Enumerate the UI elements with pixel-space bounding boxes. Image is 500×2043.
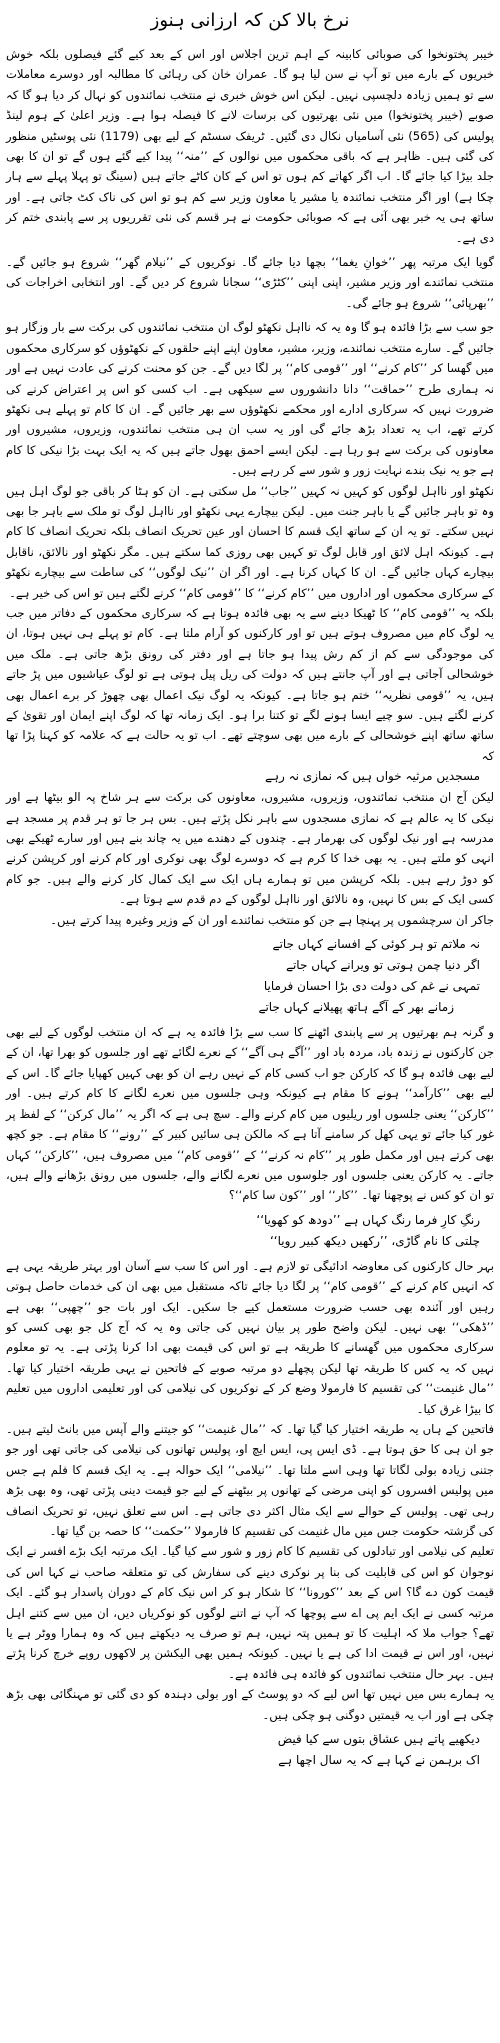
- poetry-line: چلتی کا نام گاڑی، ’’رکھیں دیکھ کبیر رویا‘‘: [269, 1233, 480, 1248]
- article-paragraph: فاتحین کے ہاں یہ طریقہ اختیار کیا گیا تھا۔ کہ ’’مال غنیمت‘‘ کو جیتنے والے آپس میں بانٹ لیتے ہیں۔ جو ان ہی کا حق ہوتا ہے۔ ڈی ایس پی، ایس ایچ او، پولیس تھانوں کی نیلامی کی جاتی تھی اور جو جتنی زیادہ بولی لگاتا تھا وہی اسے ملتا تھا۔ ’’نیلامی‘‘ ایک حوالہ ہے۔ یہ ایک قسم کا فلم ہے جس میں پولیس افسروں کو اپنی مرضی کے تھانوں پر بیٹھنے کے لیے جو قیمت دینی پڑتی تھی، وہ بھی بڑھ رہی تھی۔ پولیس کے حوالے سے ایک مثال اکثر دی جاتی ہے۔ اس سے تعلق نہیں، تو تحریک انصاف کی گزشتہ حکومت جس میں مال غنیمت کی تقسیم کا فارمولا ’’حکمت‘‘ کا حصہ بن گیا تھا۔: [6, 1421, 494, 1538]
- article-paragraph: یہ ہمارے بس میں نہیں تھا اس لیے کہ دو پوسٹ کے اور بولی دہندہ کو دی گئی تو مہنگائی بھی بڑھ چکی ہے اور اب یہ قیمتیں دوگنی ہو چکی ہیں۔: [6, 1687, 494, 1722]
- poetry-line: زمانے بھر کے آگے ہاتھ پھیلانے کہاں جاتے: [258, 1000, 454, 1015]
- article-paragraph: جاکر ان سرچشموں پر پہنچا ہے جن کو منتخب نمائندے اور ان کے وزیر وغیرہ پیدا کرتے ہیں۔: [50, 912, 494, 927]
- article-paragraph: خیبر پختونخوا کی صوبائی کابینہ کے اہم ترین اجلاس اور اس کے بعد کیے گئے فیصلوں بلکہ خوش خبریوں کے بارے میں تو آپ نے سن لیا ہو گا۔ عمران خان کی رہائی کا مطالبہ اور دوسرے معاملات سے تو ہمیں زیادہ دلچسپی نہیں۔ لیکن اس خوش خبری نے منتخب نمائندوں کو نہال کر دیا ہو گا کہ صوبے (خیبر پختونخوا) میں نئی بھرتیوں کی برسات لانے کا فیصلہ ہوا ہے۔ وزیر اعلیٰ کے ہوم لینڈ پولیس کی (565) نئی آسامیاں نکال دی گئیں۔ ٹریفک سسٹم کے لیے بھی (1179) نئی پوسٹیں منظور کی گئی ہیں۔ ظاہر ہے کہ باقی محکموں میں نوالوں کے ’’منہ‘‘ پیدا کیے گئے ہوں گے تو ان کا بھی جلد بیڑا کیا جائے گا۔ اب اگر کھاتے کم ہوں تو اس کے کان کاٹے جاتے ہیں (سینگ تو پہلا پہلے سے ہار چکا ہے) اور اگر منتخب نمائندہ یا مشیر یا معاون وزیر سے کم ہو تو اس کی ناک کٹ جاتی ہے۔ اور ساتھ ہی یہ خبر بھی آئی ہے کہ صوبائی حکومت نے ہر قسم کی نئی تقرریوں پر سے پابندی ختم کر دی ہے۔: [6, 47, 495, 245]
- poetry-line: اگر دنیا چمن ہوتی تو ویرانے کہاں جاتے: [285, 958, 480, 973]
- article-paragraph: نکھٹو اور نااہل لوگوں کو کہیں نہ کہیں ’’جاب‘‘ مل سکتی ہے۔ ان کو ہٹا کر باقی جو لوگ اہل ہیں وہ تو باہر جائیں گے یا باہر جنت میں۔ لیکن بیچارے یہی نکھٹو اور نااہل لوگ تو ملک سے باہر جا بھی نہیں سکتے۔ تو یہ ان کے ساتھ ایک قسم کا احسان اور عین تحریک انصاف بلکہ تحریک انصاف کا کام ہے۔ کیونکہ اہل لائق اور قابل لوگ تو کہیں بھی روزی کما سکتے ہیں۔ مگر نکھٹو اور نالائق، ناقابل بیچارے کہاں جائیں گے۔ ان کا کہاں کرنا ہے۔ اور اگر ان ’’نیک لوگوں‘‘ کی ساطت سے بیچارے نکھٹو کے سرکاری محکموں اور اداروں میں ’’کام کرنے‘‘ کا ’’قومی کام‘‘ کرنے لگتے ہیں تو اس کی خیر ہے۔: [6, 483, 494, 600]
- poetry-line: رنگِ کارِ فرما رنگ کہاں ہے ’’دودھ کو کھویا‘‘: [256, 1212, 480, 1227]
- poetry-line: نہ ملاتم تو ہر کوئی کے افسانے کہاں جاتے: [272, 937, 480, 952]
- article-title: نرخ بالا کن کہ ارزانی ہنوز: [150, 10, 350, 31]
- poetry-line: مسجدیں مرثیہ خواں ہیں کہ نمازی نہ رہے: [264, 769, 480, 784]
- article-paragraph: جو سب سے بڑا فائدہ ہو گا وہ یہ کہ نااہل نکھٹو لوگ ان منتخب نمائندوں کی برکت سے بار وزگار ہو جائیں گے۔ سارے منتخب نمائندے، وزیر، مشیر، معاون اپنے اپنے حلقوں کے نکھٹوؤں کو سرکاری محکموں میں گھسا کر ’’کام کرنے‘‘ اور ’’قومی کام‘‘ پر لگا دیں گے۔ جن کو محنت کرنے کی عادت نہیں ہے اور نہ ہماری طرح ’’حماقت‘‘ دانا دانشوروں سے سیکھی ہے۔ اب کسی کو اس پر اعتراض کرنے کی ضرورت نہیں کہ سرکاری ادارے اور محکمے نکھٹوؤں سے بھر جائیں گے۔ ان کا کام تو پہلے ہی نکھٹو کرتے تھے، اب یہ تعداد بڑھ جائے گی اور یہ سب ان ہی منتخب نمائندوں، وزیروں، مشیروں اور معاونوں کی برکت سے ہو رہا ہے۔ لیکن ایسے احمق بھول جاتے ہیں کہ یہ ایک بہت بڑا نیکی کا کام ہے جو یہ نیک بندے نہایت زور و شور سے کر رہے ہیں۔: [6, 320, 494, 478]
- article-paragraph: لیکن آج ان منتخب نمائندوں، وزیروں، مشیروں، معاونوں کی برکت سے ہر شاخ پہ الو بیٹھا ہے اور نیکی کا یہ عالم ہے کہ نمازی مسجدوں سے باہر نکل پڑتے ہیں۔ بس ہر جا تو ہر قدم پر مسجد ہے مدرسہ ہے اور نیک لوگوں کی بھرمار ہے۔ چندوں کے دھندے میں یہ چاند بنے ہیں اور سارے ٹھیکے بھی انہی کو ملتے ہیں۔ یہ بھی خدا کا کرم ہے کہ دوسرے لوگ بھی نوکری اور کام کرنے اور کرپشن کرنے کو دوڑ رہے ہیں۔ بلکہ کرپشن میں تو ہمارے ہاں ایک سے ایک کمال کار کرنے والے ہیں۔ جو کام کسی ایک کے بس کا نہیں، وہ نالائق اور نااہل لوگوں کے دم قدم سے ہوتا ہے۔: [6, 790, 494, 907]
- article-paragraph: و گرنہ ہم بھرتیوں پر سے پابندی اٹھنے کا سب سے بڑا فائدہ یہ ہے کہ ان منتخب لوگوں کے لیے بھی جن کارکنوں نے زندہ باد، مردہ باد اور ’’آگے ہی آگے‘‘ کے نعرے لگائے تھے اور جلسوں کو بھرا تھا، ان کے لیے بھی فائدہ ہو گا کہ کارکن جو اب کسی کام کے نہیں رہے ان کو بھی کہیں کھپایا جائے گا۔ اس کے لیے بھی ’’کارآمد‘‘ ہونے کا مقام ہے کیونکہ وہی جلسوں میں نعرے لگانے کا کام کرتے ہیں۔ اور ’’کارکن‘‘ یعنی جلسوں اور ریلیوں میں کام کرنے والے۔ سچ ہی ہے کہ اگر یہ ’’مال کرکن‘‘ کے لفظ پر غور کیا جائے تو یہی کھل کر سامنے آتا ہے کہ مالکن ہی سائیں کبیر کے ’’رونے‘‘ کا مقام ہے۔ جو کچھ بھی کرتے ہیں اور مکمل طور پر ’’کام نہ کرنے‘‘ کے ’’قومی کام‘‘ میں مصروف ہیں، ’’کارکن‘‘ کہاں جاتے۔ یہ کارکن یعنی جلسوں اور جلوسوں میں نعرے لگانے والے، جلسوں میں رونق بڑھانے والے ہیں، تو ان کو کس نے پوچھنا تھا۔ ’’کار‘‘ اور ’’کون سا کام‘‘؟: [6, 1025, 494, 1203]
- article-paragraph: بہر حال کارکنوں کی معاوضہ ادائیگی تو لازم ہے۔ اور اس کا سب سے آسان اور بہتر طریقہ یہی ہے کہ انہیں کام کرنے کے ’’قومی کام‘‘ پر لگا دیا جائے تاکہ مستقبل میں بھی ان کی خدمات حاصل ہوتی رہیں اور آئندہ بھی حسب ضرورت مستعمل کیے جا سکیں۔ ایک اور بات جو ’’چھپی‘‘ بھی ہے ’’ڈھکی‘‘ بھی نہیں۔ لیکن واضح طور پر بیان نہیں کی جاتی وہ یہ کہ آج کل جو بھی کسی کو سرکاری محکموں میں گھسانے کا طریقہ ہے تو اس کی قیمت بھی ادا کرنا پڑتی ہے۔ یہ تو معلوم نہیں کہ یہ کس کا طریقہ تھا لیکن پچھلے دو مرتبہ صوبے کے فاتحین نے یہی طریقہ اختیار کیا تھا۔ ’’مال غنیمت‘‘ کی تقسیم کا فارمولا وضع کر کے نوکریوں کی نیلامی کی اور تعلیمی اداروں میں تعلیم کا بیڑا غرق کیا۔: [6, 1258, 494, 1416]
- article-paragraph: گویا ایک مرتبہ پھر ’’خوانِ یغما‘‘ بچھا دیا جائے گا۔ نوکریوں کے ’’نیلام گھر‘‘ شروع ہو جائیں گے۔ منتخب نمائندے اور وزیر مشیر، اپنی اپنی ’’کٹڑی‘‘ سجانا شروع کر دیں گے۔ اور انتخابی اخراجات کی ’’بھرپائی‘‘ شروع ہو جائے گی۔: [6, 255, 494, 310]
- article-paragraph: بلکہ یہ ’’قومی کام‘‘ کا ٹھیکا دینے سے یہ بھی فائدہ ہوتا ہے کہ سرکاری محکموں کے دفاتر میں جب یہ لوگ کام میں مصروف ہوتے ہیں تو اور کارکنوں کو آرام ملتا ہے۔ کام تو پہلے ہی نہیں ہوتا، ان کی موجودگی سے کم از کم رش پیدا ہو جاتا ہے اور دفتر کی رونق بڑھ جاتی ہے۔ ملک میں خوشحالی آجاتی ہے اور آپ جانتے ہیں کہ دولت کی ریل پیل ہوتی ہے تو لوگ عیاشیوں میں پڑ جاتے ہیں، یہ ’’قومی نظریہ‘‘ ختم ہو جاتا ہے۔ کیونکہ یہ لوگ نیک اعمال بھی چھوڑ کر برے اعمال بھی کرنے لگتے ہیں۔ سو چیے ایسا ہونے لگے تو کتنا برا ہو۔ ایک زمانہ تھا کہ لوگ اپنے ایمان اور تقویٰ کے ساتھ ساتھ اپنے خوشحالی کے بارے میں بھی سوچتے تھے۔ اب تو یہ حالت ہے کہ علامہ کو کہنا پڑا تھا کہ: [6, 605, 494, 763]
- closing-poetry-line: اک برہمن نے کہا ہے کہ یہ سال اچھا ہے: [278, 1753, 480, 1768]
- poetry-line: تمہی نے غم کی دولت دی بڑا احسان فرمایا: [263, 979, 480, 994]
- closing-poetry-line: دیکھیے پاتے ہیں عشاق بتوں سے کیا فیض: [277, 1732, 480, 1747]
- article-paragraph: تعلیم کی نیلامی اور تبادلوں کی تقسیم کا کام زور و شور سے کیا گیا۔ ایک مرتبہ ایک بڑے افسر نے ایک نوجوان کو اس کی قابلیت کی بنا پر نوکری دینے کی سفارش کی تو متعلقہ صاحب نے کہا اس کی قیمت کون دے گا؟ اس کے بعد ’’کورونا‘‘ کا شکار ہو کر اس نیک کام کے دوران پاسدار ہو گئے۔ ایک مرتبہ کسی نے ایک ایم پی اے سے پوچھا کہ آپ نے اتنے لوگوں کو نوکریاں دیں، ان میں سے کتنے اہل تھے؟ جواب ملا کہ اہلیت کا تو ہمیں پتہ نہیں، ہم تو صرف یہ دیکھتے ہیں کہ وہ ہمارا ووٹر ہے یا نہیں، اور اس نے قیمت ادا کی ہے یا نہیں۔ کیونکہ ہمیں بھی الیکشن پر لاکھوں روپے خرچ کرنا پڑتے ہیں۔ بہر حال منتخب نمائندوں کو فائدہ ہی فائدہ ہے۔: [6, 1544, 494, 1681]
